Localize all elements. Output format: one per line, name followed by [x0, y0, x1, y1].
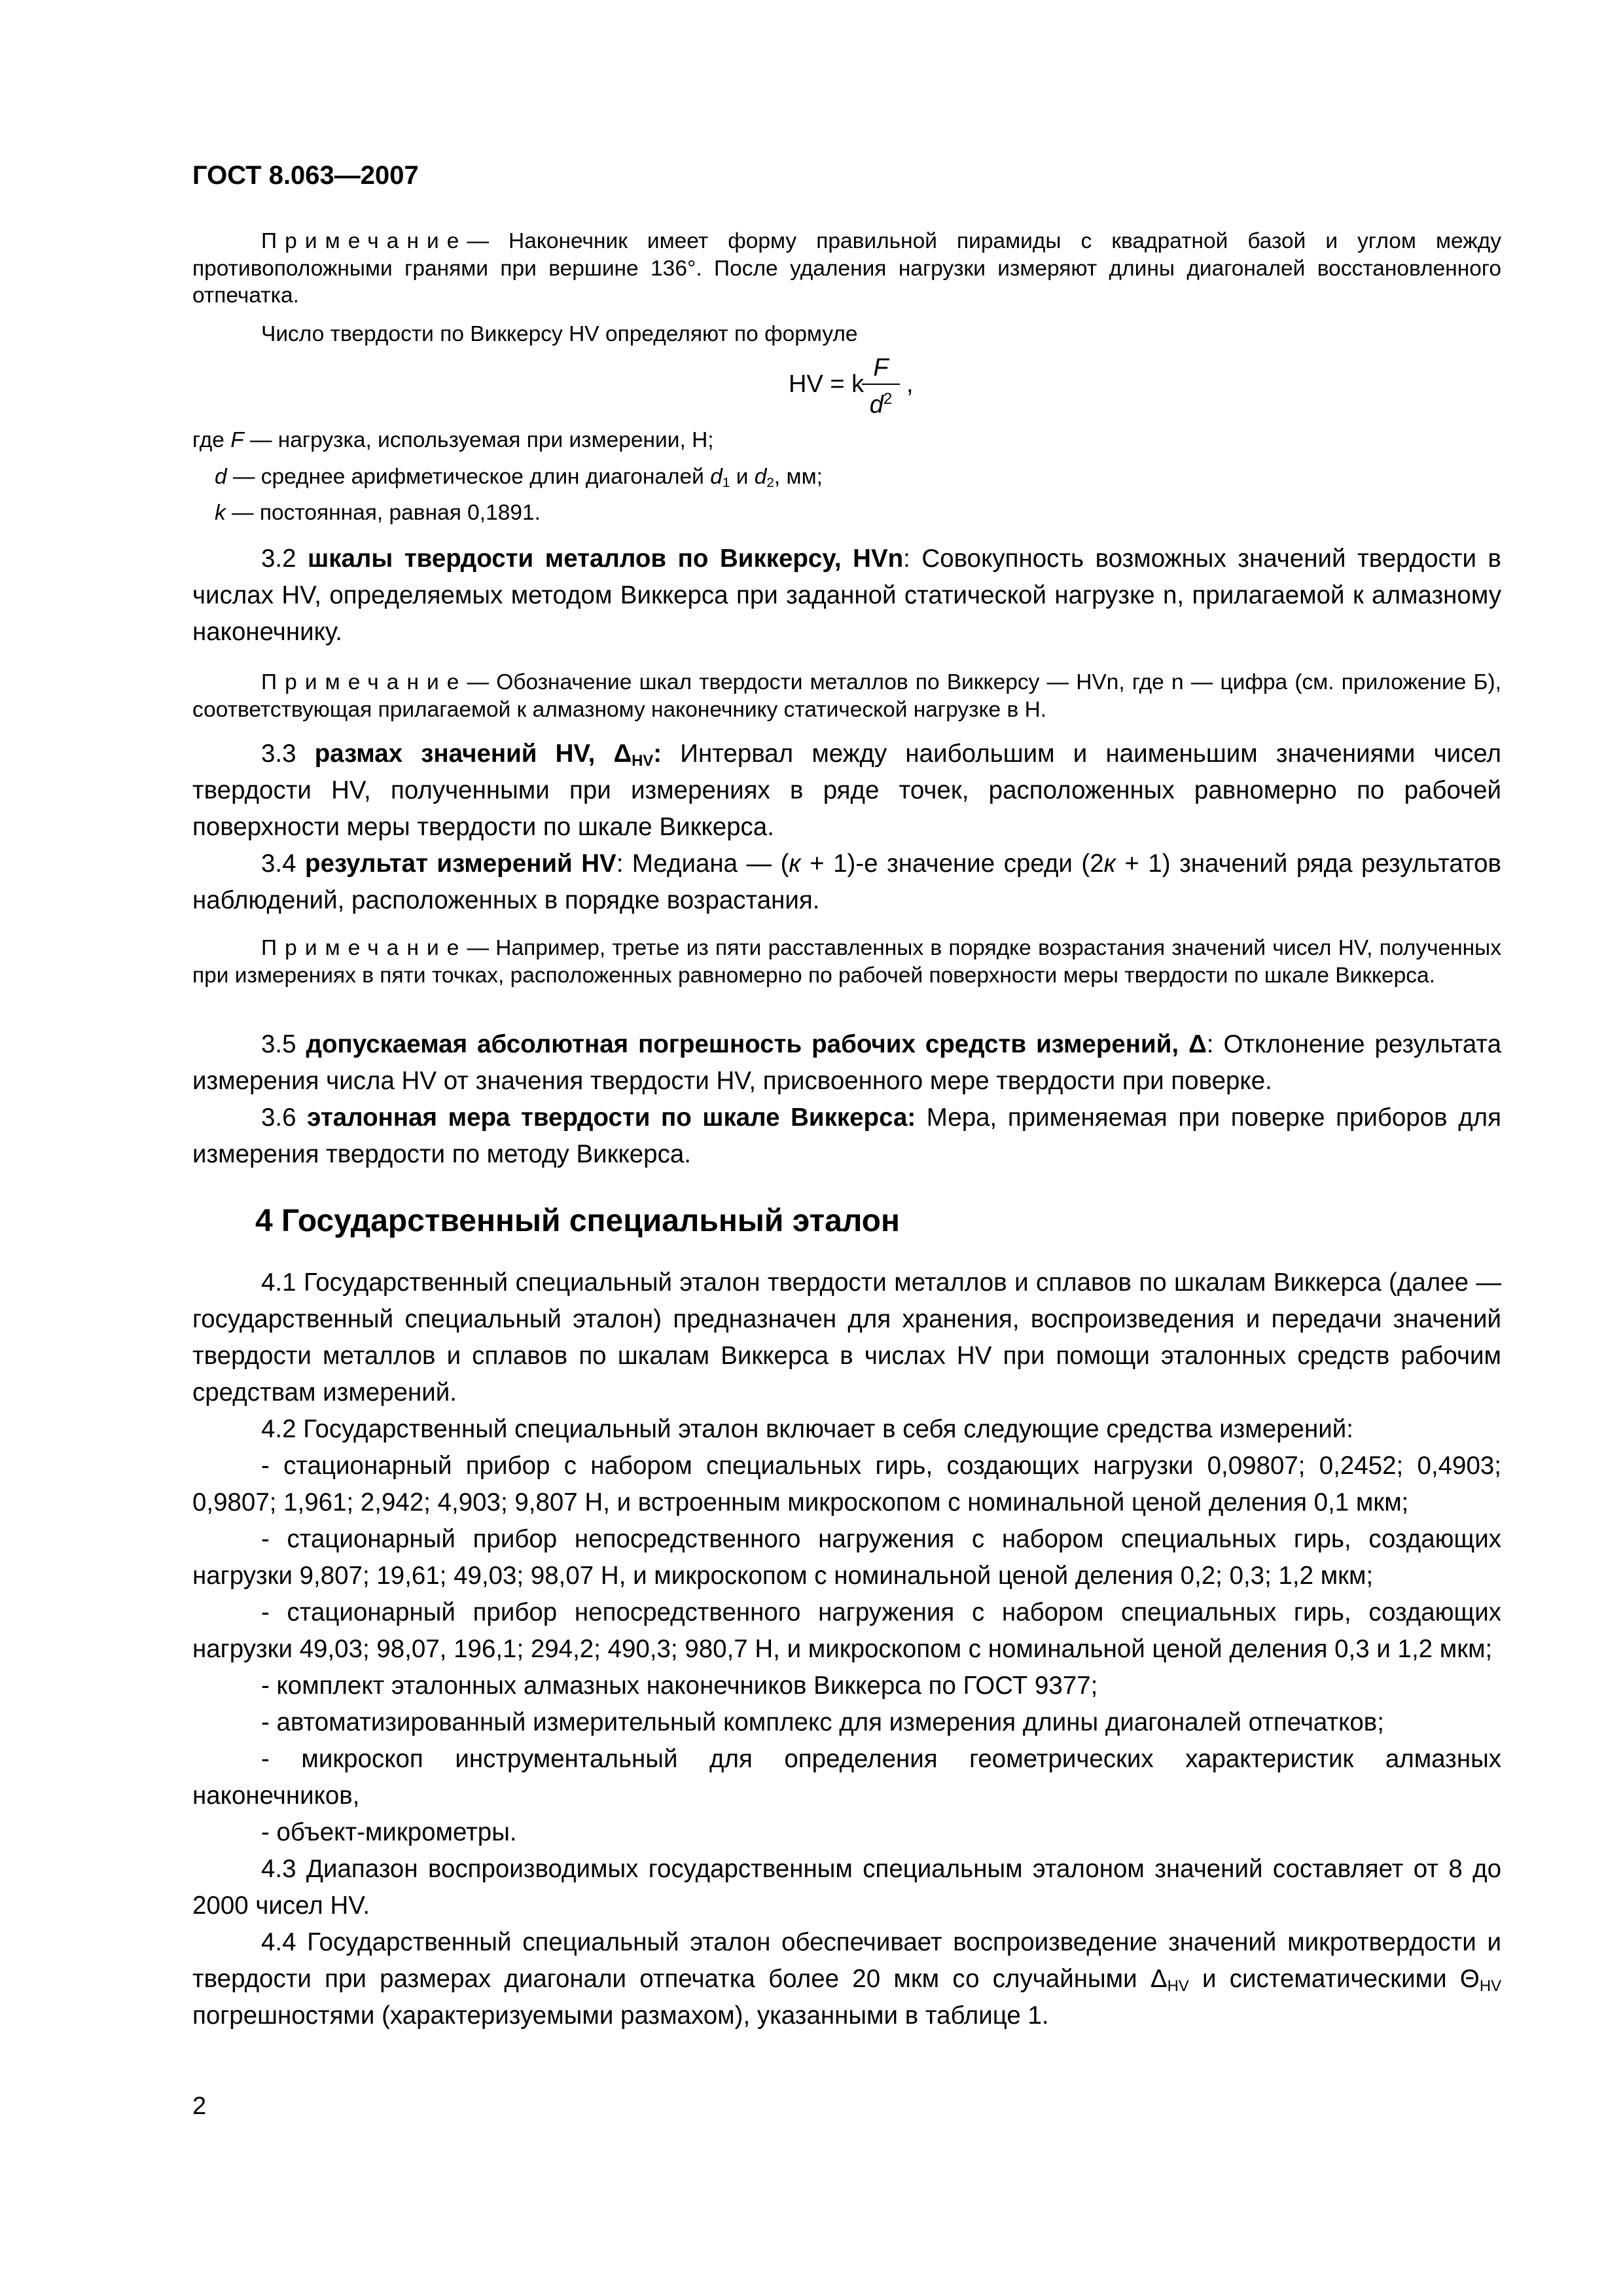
clause-3-4: 3.4 результат измерений HV: Медиана — (к + 1)-е значение среди (2к + 1) значений ряда результатов наблюдений, расположенных в порядке возрастания.: [192, 850, 1502, 914]
list-item: - объект-микрометры.: [261, 1818, 517, 1846]
term-3-2: шкалы твердости металлов по Виккерсу, HVn: [308, 545, 904, 573]
paragraph-4-1: 4.1 Государственный специальный эталон твердости металлов и сплавов по шкалам Виккерса (далее — государственный специальный эталон) предназначен для хранения, воспроизведения и передачи значений твердости металлов и сплавов по шкалам Виккерса в числах HV при помощи эталонных средств рабочим средствам измерений.: [192, 1268, 1501, 1407]
hv-formula: HV = k F $d^2$ ,: [789, 354, 914, 419]
list-item: - автоматизированный измерительный комплекс для измерения длины диагоналей отпечатков;: [261, 1708, 1384, 1736]
list-item: - микроскоп инструментальный для определения геометрических характеристик алмазных наконечников,: [192, 1745, 1501, 1810]
clause-3-2: 3.2 шкалы твердости металлов по Виккерсу, HVn: Совокупность возможных значений твердости в числах HV, определяемых методом Виккерса при заданной статической нагрузке n, прилагаемой к алмазному наконечнику.: [192, 545, 1502, 646]
formula-denominator: $d^2$: [869, 390, 893, 419]
legend-line-k: k — постоянная, равная 0,1891.: [215, 501, 541, 525]
clause-3-6: 3.6 эталонная мера твердости по шкале Виккерса: Мера, применяемая при поверке приборов для измерения твердости по методу Виккерса.: [192, 1103, 1501, 1168]
clause-3-5: 3.5 допускаемая абсолютная погрешность рабочих средств измерений, Δ: Отклонение результата измерения числа HV от значения твердости HV, присвоенного мере твердости при поверке.: [192, 1030, 1501, 1095]
list-item: - стационарный прибор непосредственного нагружения с набором специальных гирь, создающих нагрузки 9,807; 19,61; 49,03; 98,07 Н, и микроскопом с номинальной ценой деления 0,2; 0,3; 1,2 мкм;: [192, 1525, 1501, 1590]
list-item: - стационарный прибор непосредственного нагружения с набором специальных гирь, создающих нагрузки 49,03; 98,07, 196,1; 294,2; 490,3; 980,7 Н, и микроскопом с номинальной ценой деления 0,3 и 1,2 мкм;: [192, 1598, 1501, 1663]
note-1: [192, 228, 1501, 310]
note-2: Примечание— Обозначение шкал твердости металлов по Виккерсу — HVn, где n — цифра (см. приложение Б), соответствующая прилагаемой к алмазному наконечнику статической нагрузке в Н.: [192, 670, 1501, 722]
term-3-6: эталонная мера твердости по шкале Виккерса:: [307, 1103, 916, 1132]
fraction-bar: [862, 384, 900, 385]
paragraph-4-2: 4.2 Государственный специальный эталон включает в себя следующие средства измерений:: [261, 1415, 1353, 1443]
term-3-3: размах значений HV, $\Delta_{HV}$:: [314, 740, 662, 770]
term-3-4: результат измерений HV: [305, 850, 616, 878]
document-header: ГОСТ 8.063—2007: [192, 161, 419, 190]
section-4-title: 4 Государственный специальный эталон: [255, 1204, 900, 1238]
formula-fraction: [862, 355, 900, 418]
legend-line-d: d — среднее арифметическое длин диагоналей $d_1$ и $d_2$, мм;: [215, 464, 823, 490]
paragraph-4-4: 4.4 Государственный специальный эталон обеспечивает воспроизведение значений микротвердости и твердости при размерах диагонали отпечатка более 20 мкм со случайными $\Delta_{HV}$ и систематическими $\Theta_{HV}$ погрешностями (характеризуемыми размахом), указанными в таблице 1.: [192, 1928, 1501, 2030]
clause-3-3: 3.3 размах значений HV, $\Delta_{HV}$: Интервал между наибольшим и наименьшим значениями чисел твердости HV, полученными при измерениях в ряде точек, расположенных равномерно по рабочей поверхности меры твердости по шкале Виккерса.: [192, 740, 1501, 841]
term-3-5: допускаемая абсолютная погрешность рабочих средств измерений, Δ: [306, 1030, 1207, 1058]
note-3: Примечание— Например, третье из пяти расставленных в порядке возрастания значений чисел HV, полученных при измерениях в пяти точках, расположенных равномерно по рабочей поверхности меры твердости по шкале Виккерса.: [192, 936, 1501, 988]
note-text: — Наконечник имеет форму правильной пирамиды с квадратной базой и углом между противоположными гранями при вершине 136°. После удаления нагрузки измеряют длины диагоналей восстановленного отпечатка.: [192, 229, 1501, 308]
paragraph-4-3: 4.3 Диапазон воспроизводимых государственным специальным эталоном значений составляет от 8 до 2000 чисел HV.: [192, 1855, 1501, 1920]
formula-intro: Число твердости по Виккерсу HV определяют по формуле: [261, 322, 858, 346]
legend-line-f: где F — нагрузка, используемая при измерении, Н;: [192, 428, 714, 452]
section-4-body: [192, 1265, 1501, 2034]
page-number: 2: [192, 2092, 207, 2120]
formula-lhs: HV = k: [789, 370, 865, 398]
list-item: - стационарный прибор с набором специальных гирь, создающих нагрузки 0,09807; 0,2452; 0,4903; 0,9807; 1,961; 2,942; 4,903; 9,807 Н, и встроенным микроскопом с номинальной ценой деления 0,1 мкм;: [192, 1452, 1501, 1516]
formula-legend: [192, 427, 1501, 527]
list-item: - комплект эталонных алмазных наконечников Виккерса по ГОСТ 9377;: [261, 1672, 1098, 1700]
note-label: Примечание: [261, 229, 467, 253]
formula-numerator: F: [873, 354, 889, 382]
